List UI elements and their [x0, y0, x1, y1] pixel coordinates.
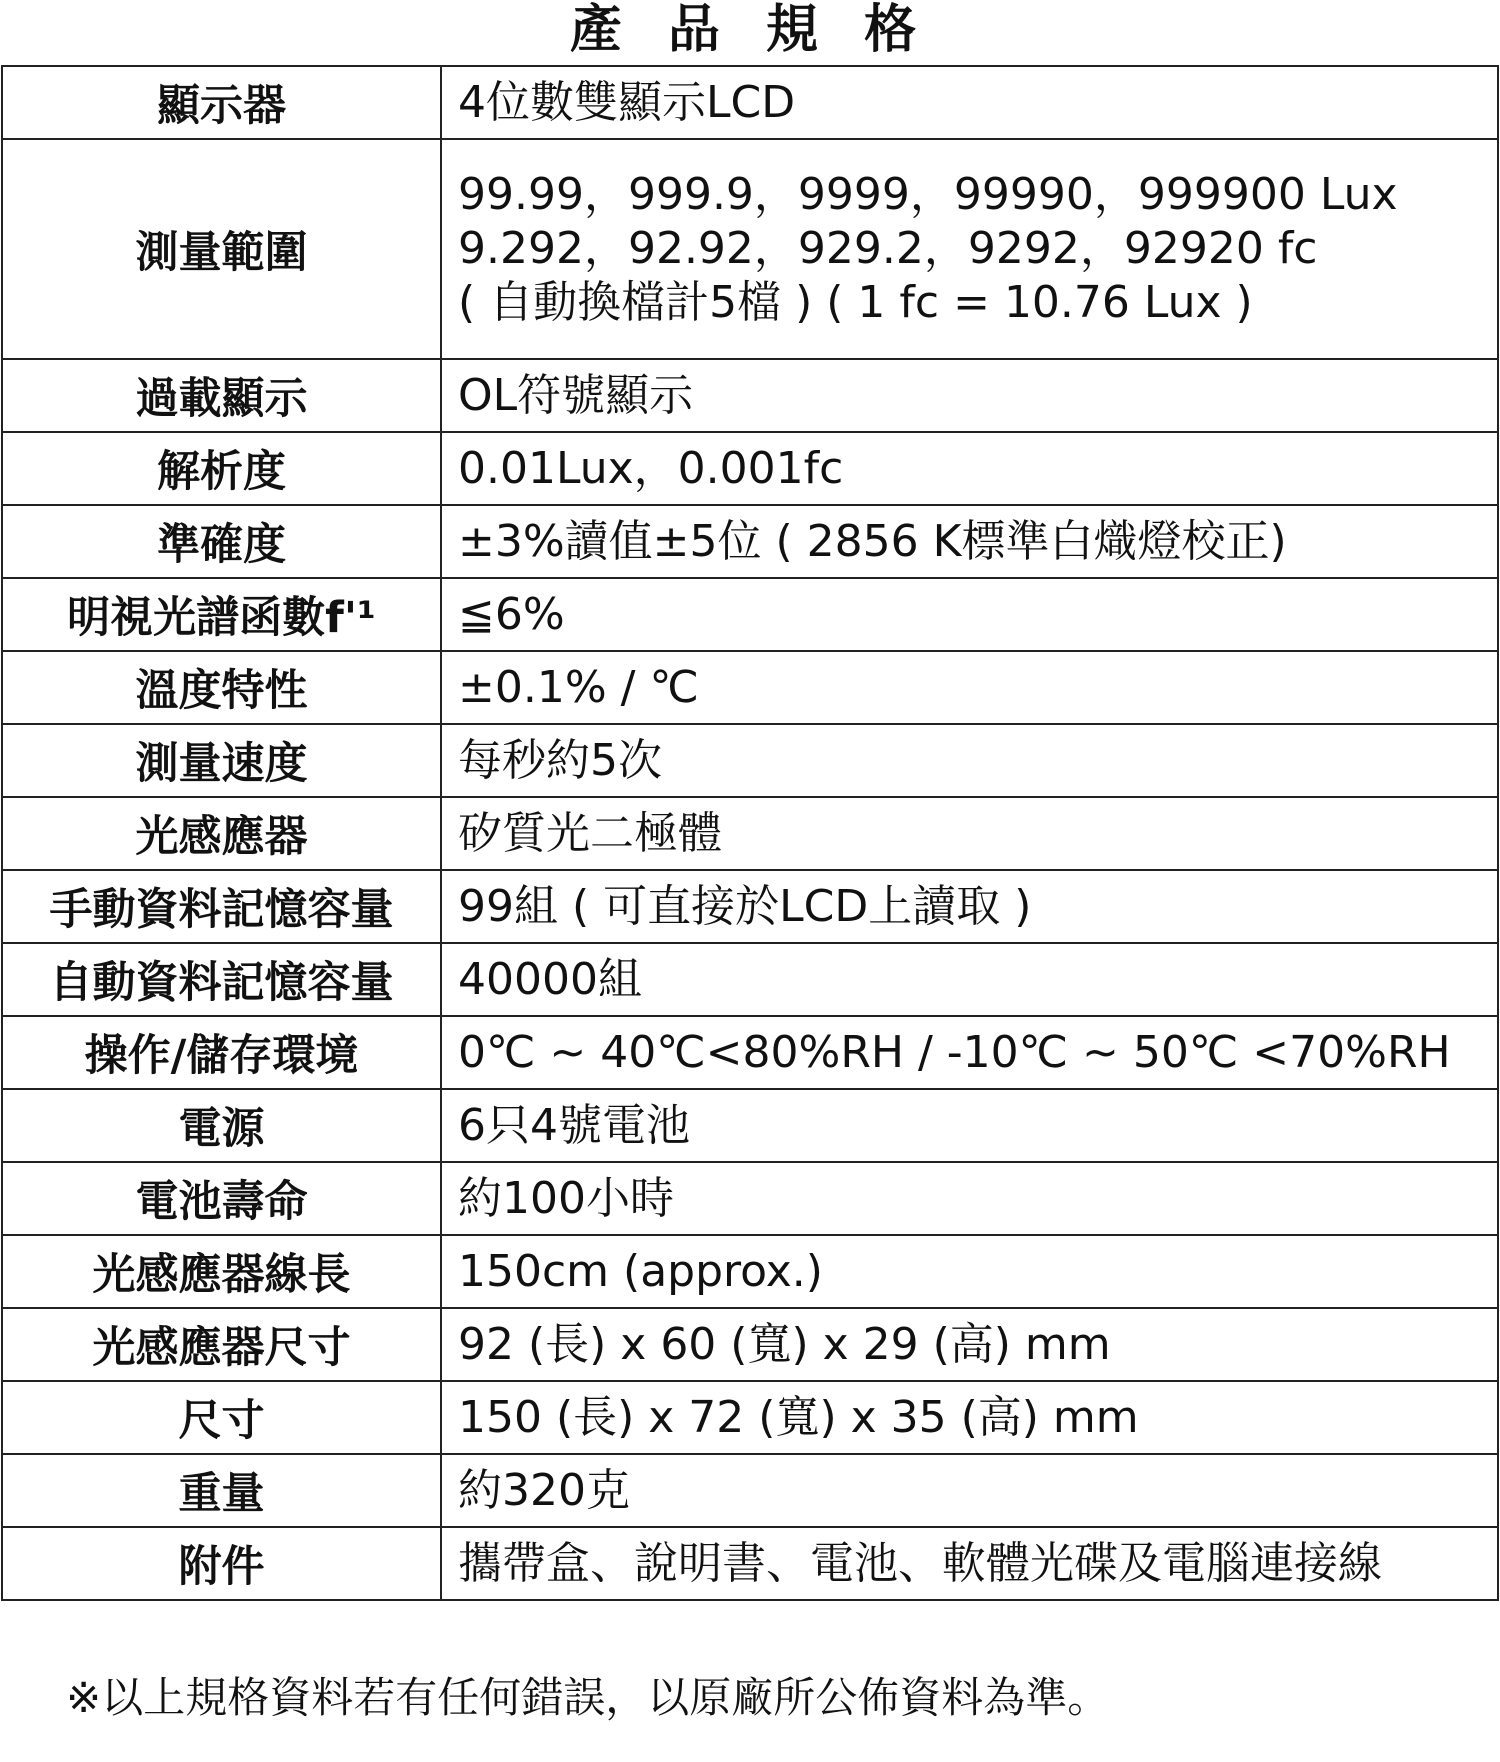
spec-value-line: 攜帶盒、說明書、電池、軟體光碟及電腦連接線 [458, 1537, 1382, 1589]
spec-label: 光感應器尺寸 [2, 1308, 441, 1381]
spec-value-line: OL符號顯示 [458, 369, 694, 421]
spec-value [441, 1454, 1498, 1527]
spec-value-line: ( 自動換檔計5檔 ) ( 1 fc = 10.76 Lux ) [458, 277, 1253, 328]
spec-value-line: 0℃ ~ 40℃<80%RH / -10℃ ~ 50℃ <70%RH [458, 1026, 1451, 1078]
spec-value-line: 99組 ( 可直接於LCD上讀取 ) [458, 880, 1032, 932]
spec-value [441, 1527, 1498, 1600]
spec-value-line: ≦6% [458, 588, 565, 640]
spec-value-line: 150cm (approx.) [458, 1245, 823, 1297]
spec-value [441, 1162, 1498, 1235]
spec-value [441, 1381, 1498, 1454]
spec-value-line: 0.01Lux，0.001fc [458, 442, 844, 494]
spec-value [441, 359, 1498, 432]
spec-row [2, 1162, 1498, 1235]
spec-value-line: 每秒約5次 [458, 734, 662, 786]
spec-row [2, 1016, 1498, 1089]
spec-value [441, 578, 1498, 651]
spec-row [2, 797, 1498, 870]
spec-value-line: 40000組 [458, 953, 642, 1005]
spec-label: 手動資料記憶容量 [2, 870, 441, 943]
spec-row [2, 1235, 1498, 1308]
spec-label: 光感應器線長 [2, 1235, 441, 1308]
spec-label: 顯示器 [2, 66, 441, 139]
spec-label: 電池壽命 [2, 1162, 441, 1235]
spec-value-line: 99.99，999.9，9999，99990，999900 Lux [458, 169, 1398, 220]
spec-label: 操作/儲存環境 [2, 1016, 441, 1089]
spec-value-line: 約100小時 [458, 1172, 674, 1224]
spec-value [441, 797, 1498, 870]
spec-row [2, 139, 1498, 359]
spec-value [441, 943, 1498, 1016]
spec-value-line: 92 (長) x 60 (寬) x 29 (高) mm [458, 1318, 1111, 1370]
spec-label: 過載顯示 [2, 359, 441, 432]
spec-value [441, 505, 1498, 578]
footnote: ※以上規格資料若有任何錯誤，以原廠所公佈資料為準。 [66, 1673, 1110, 1722]
spec-value-line: 矽質光二極體 [458, 807, 722, 859]
spec-value-line: ±0.1% / ℃ [458, 661, 699, 713]
spec-label: 測量速度 [2, 724, 441, 797]
spec-label: 電源 [2, 1089, 441, 1162]
spec-label: 光感應器 [2, 797, 441, 870]
spec-row [2, 578, 1498, 651]
spec-label: 尺寸 [2, 1381, 441, 1454]
spec-value-line: 6只4號電池 [458, 1099, 690, 1151]
spec-value [441, 139, 1498, 359]
spec-label: 明視光譜函數f'¹ [2, 578, 441, 651]
spec-value [441, 1235, 1498, 1308]
spec-value [441, 432, 1498, 505]
spec-row [2, 651, 1498, 724]
spec-row [2, 359, 1498, 432]
spec-row [2, 66, 1498, 139]
spec-value [441, 66, 1498, 139]
spec-value-line: ±3%讀值±5位 ( 2856 K標準白熾燈校正) [458, 515, 1287, 567]
spec-row [2, 943, 1498, 1016]
spec-value [441, 870, 1498, 943]
spec-value-line: 150 (長) x 72 (寬) x 35 (高) mm [458, 1391, 1139, 1443]
spec-row [2, 1381, 1498, 1454]
spec-label: 附件 [2, 1527, 441, 1600]
spec-label: 準確度 [2, 505, 441, 578]
spec-label: 自動資料記憶容量 [2, 943, 441, 1016]
spec-value [441, 724, 1498, 797]
spec-row [2, 1308, 1498, 1381]
spec-row [2, 1454, 1498, 1527]
spec-value [441, 1308, 1498, 1381]
spec-label: 重量 [2, 1454, 441, 1527]
spec-value-line: 4位數雙顯示LCD [458, 76, 796, 128]
spec-value-line: 9.292，92.92，929.2，9292，92920 fc [458, 223, 1318, 274]
spec-row [2, 870, 1498, 943]
spec-row [2, 724, 1498, 797]
spec-row [2, 1527, 1498, 1600]
spec-label: 溫度特性 [2, 651, 441, 724]
spec-row [2, 432, 1498, 505]
page-title: 產 品 規 格 [569, 0, 931, 60]
spec-label: 解析度 [2, 432, 441, 505]
spec-value [441, 1089, 1498, 1162]
spec-row [2, 1089, 1498, 1162]
spec-value-line: 約320克 [458, 1464, 630, 1516]
spec-table [1, 65, 1499, 1601]
spec-label: 測量範圍 [2, 139, 441, 359]
spec-value [441, 1016, 1498, 1089]
spec-row [2, 505, 1498, 578]
spec-value [441, 651, 1498, 724]
